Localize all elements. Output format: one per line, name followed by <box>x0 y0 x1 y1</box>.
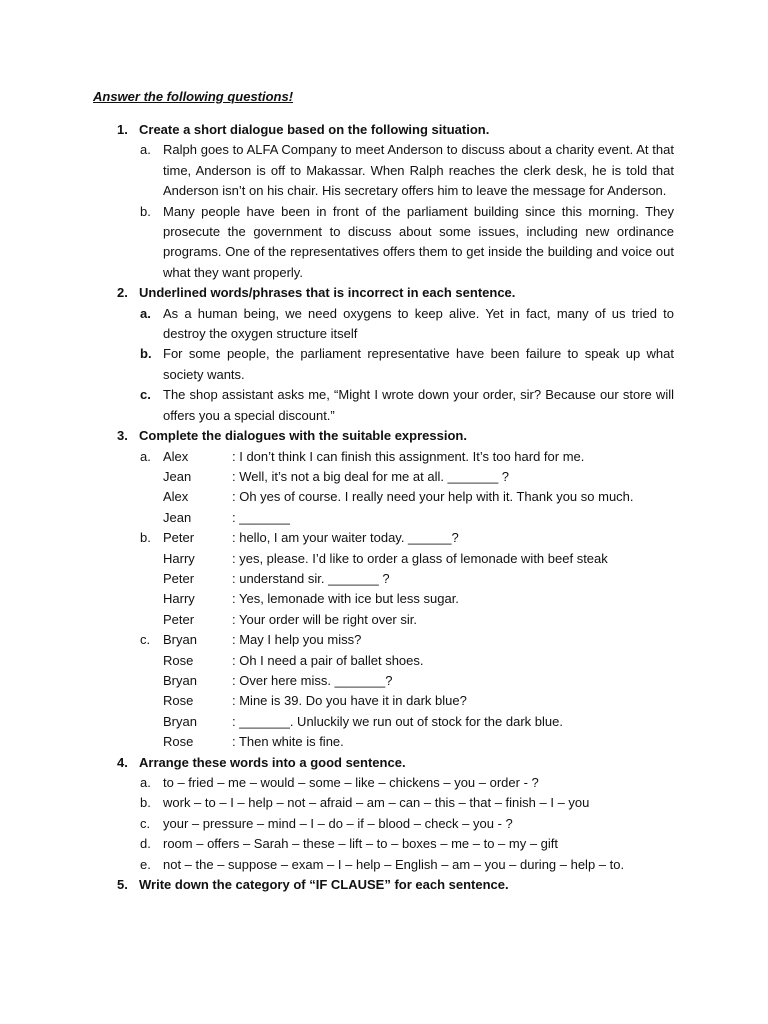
dialogue-text: : Well, it’s not a big deal for me at all. _______ ? <box>232 468 510 484</box>
speaker-name: Jean <box>163 468 192 484</box>
question-number: 4. <box>117 754 128 770</box>
dialogue-text: : I don’t think I can finish this assignment. It’s too hard for me. <box>232 448 585 464</box>
question-4 <box>93 753 693 875</box>
item-text: The shop assistant asks me, “Might I wrote down your order, sir? Because our store will offers you a special discount.” <box>163 387 674 423</box>
item-text: room – offers – Sarah – these – lift – to – boxes – me – to – my – gift <box>163 836 559 852</box>
question-3 <box>93 426 693 753</box>
item-text: Many people have been in front of the parliament building since this morning. They prosecute the government to discuss about some issues, including new ordinance programs. One of the representatives offers them to get inside the building and voice out what they want properly. <box>163 203 674 280</box>
page-heading: Answer the following questions! <box>93 89 294 104</box>
item-label: b. <box>140 203 151 219</box>
dialogue-text: : May I help you miss? <box>232 632 362 648</box>
item-text: to – fried – me – would – some – like – chickens – you – order - ? <box>163 775 539 790</box>
list-item <box>93 344 693 385</box>
dialogue-text: : _______ <box>232 509 290 525</box>
speaker-name: Peter <box>163 570 195 586</box>
speaker-name: Rose <box>163 734 194 750</box>
question-2 <box>93 283 693 426</box>
question-header <box>93 120 693 140</box>
item-label: b. <box>140 346 152 362</box>
dialogue-line <box>163 569 608 589</box>
list-item <box>93 140 693 201</box>
speaker-name: Alex <box>163 489 189 505</box>
dialogue-line <box>163 630 563 650</box>
item-label: c. <box>140 387 151 403</box>
dialogue-line <box>163 447 634 467</box>
item-label: d. <box>140 836 151 852</box>
question-title: Create a short dialogue based on the following situation. <box>139 122 490 137</box>
dialogue-line <box>163 467 634 487</box>
speaker-name: Alex <box>163 448 189 464</box>
question-header <box>93 753 693 773</box>
dialogue-line <box>163 691 563 711</box>
item-text: not – the – suppose – exam – I – help – English – am – you – during – help – to. <box>163 856 625 872</box>
dialogue-line <box>163 732 563 752</box>
dialogue-text: : _______. Unluckily we run out of stock for the dark blue. <box>232 713 563 729</box>
item-label: c. <box>140 632 151 648</box>
item-label: a. <box>140 448 151 464</box>
list-item <box>93 834 693 854</box>
dialogue-text: : Over here miss. _______? <box>232 672 393 688</box>
dialogue-text: : Your order will be right over sir. <box>232 611 417 627</box>
item-text: For some people, the parliament representative have been failure to speak up what society wants. <box>163 346 674 382</box>
dialogue-line <box>163 487 634 507</box>
dialogue-text: : hello, I am your waiter today. ______? <box>232 530 459 546</box>
dialogue-text: : yes, please. I’d like to order a glass of lemonade with beef steak <box>232 550 608 566</box>
dialogue-line <box>163 610 608 630</box>
speaker-name: Bryan <box>163 672 197 688</box>
speaker-name: Rose <box>163 652 194 668</box>
speaker-name: Bryan <box>163 632 197 648</box>
dialogue-line <box>163 671 563 691</box>
dialogue-line <box>163 508 634 528</box>
item-label: e. <box>140 856 151 872</box>
dialogue-text: : Oh yes of course. I really need your help with it. Thank you so much. <box>232 489 634 505</box>
question-header <box>93 875 693 895</box>
list-item <box>93 814 693 834</box>
dialogue-line <box>163 528 608 548</box>
item-text: Ralph goes to ALFA Company to meet Anderson to discuss about a charity event. At that time, Anderson is off to Makassar. When Ralph reaches the clerk desk, he is told that Anderson isn’t on his chair. His secretary offers him to leave the message for Anderson. <box>163 142 674 199</box>
dialogue-line <box>163 589 608 609</box>
list-item <box>93 385 693 426</box>
speaker-name: Harry <box>163 591 195 607</box>
list-item <box>93 202 693 284</box>
speaker-name: Rose <box>163 693 194 709</box>
item-label: b. <box>140 795 151 811</box>
question-title: Complete the dialogues with the suitable expression. <box>139 428 467 444</box>
speaker-name: Jean <box>163 509 192 525</box>
item-text: your – pressure – mind – I – do – if – blood – check – you - ? <box>163 815 513 831</box>
list-item <box>93 855 693 875</box>
list-item <box>93 793 693 813</box>
list-item <box>93 304 693 345</box>
dialogue-text: : Yes, lemonade with ice but less sugar. <box>232 591 459 607</box>
speaker-name: Bryan <box>163 713 197 729</box>
question-number: 2. <box>117 285 128 301</box>
item-label: a. <box>140 775 151 790</box>
question-5 <box>93 875 693 895</box>
dialogue <box>93 630 693 752</box>
question-number: 3. <box>117 428 128 444</box>
list-item <box>93 773 693 793</box>
item-label: c. <box>140 815 151 831</box>
question-header <box>93 283 693 303</box>
speaker-name: Peter <box>163 611 195 627</box>
dialogue <box>93 447 693 529</box>
speaker-name: Harry <box>163 550 195 566</box>
dialogue-line <box>163 549 608 569</box>
question-title: Underlined words/phrases that is incorrect in each sentence. <box>139 285 516 301</box>
question-list <box>93 120 693 895</box>
question-title: Write down the category of “IF CLAUSE” for each sentence. <box>139 877 509 893</box>
dialogue-text: : Oh I need a pair of ballet shoes. <box>232 652 424 668</box>
dialogue-text: : understand sir. _______ ? <box>232 570 390 586</box>
item-text: As a human being, we need oxygens to keep alive. Yet in fact, many of us tried to destroy the oxygen structure itself <box>163 305 674 342</box>
item-label: a. <box>140 305 151 321</box>
question-title: Arrange these words into a good sentence. <box>139 754 406 770</box>
dialogue-text: : Mine is 39. Do you have it in dark blue? <box>232 693 467 709</box>
dialogue-text: : Then white is fine. <box>232 734 344 750</box>
item-label: b. <box>140 530 151 546</box>
item-label: a. <box>140 142 151 158</box>
item-text: work – to – I – help – not – afraid – am – can – this – that – finish – I – you <box>163 795 590 811</box>
question-1 <box>93 120 693 283</box>
dialogue-line <box>163 712 563 732</box>
question-header <box>93 426 693 446</box>
question-number: 5. <box>117 877 128 893</box>
dialogue-line <box>163 651 563 671</box>
dialogue <box>93 528 693 630</box>
question-number: 1. <box>117 122 128 137</box>
speaker-name: Peter <box>163 530 195 546</box>
